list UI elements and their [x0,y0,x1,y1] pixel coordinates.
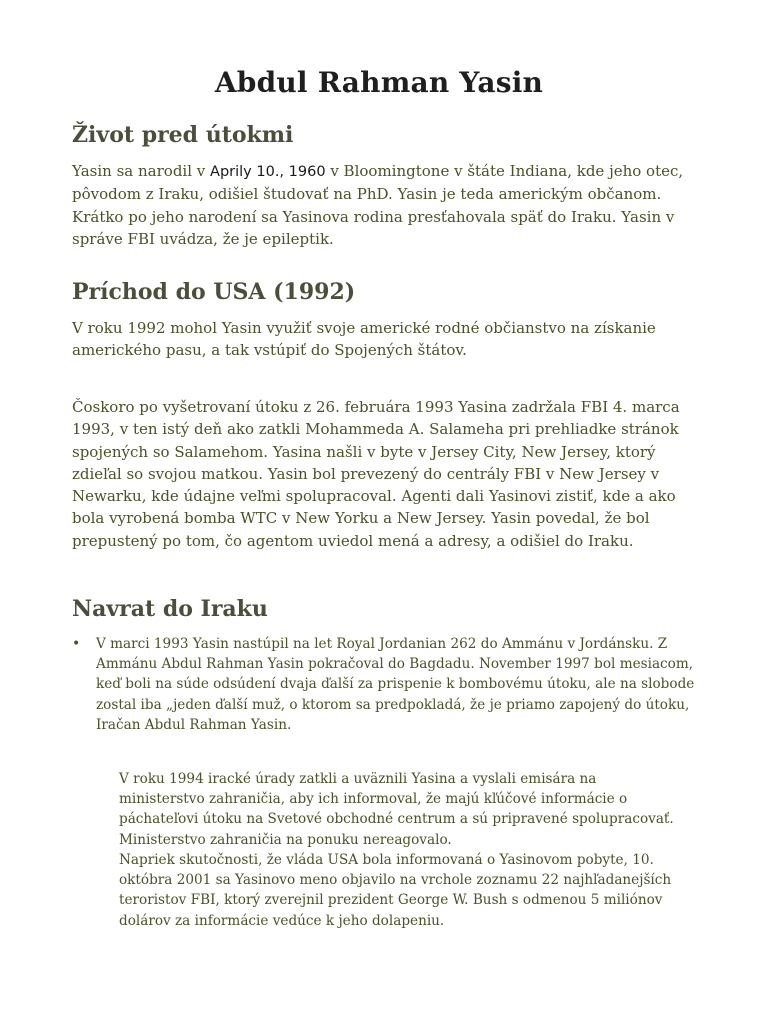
paragraph-arrival-usa-1: V roku 1992 mohol Yasin využiť svoje americké rodné občianstvo na získanie amerického pasu, a tak vstúpiť do Spojených štátov. [72,319,656,360]
section-heading-return-to-iraq: Navrat do Iraku [72,596,268,622]
section-heading-arrival-usa: Príchod do USA (1992) [72,279,356,305]
page-title: Abdul Rahman Yasin [214,66,544,99]
section-heading-life-before-attacks: Život pred útokmi [72,122,294,148]
bullet-text: V marci 1993 Yasin nastúpil na let Royal Jordanian 262 do Ammánu v Jordánsku. Z Ammánu Abdul Rahman Yasin pokračoval do Bagdadu. November 1997 bol mesiacom, keď boli na súde odsúdení dvaja ďalší za prispenie k bombovému útoku, ale na slobode zostal iba „jeden ďalší muž, o ktorom sa predpokladá, že je priamo zapojený do útoku, Iračan Abdul Rahman Yasin. [96,636,695,733]
paragraph-text: v Bloomingtone v štáte Indiana, kde jeho otec, pôvodom z Iraku, odišiel študovať na PhD. Yasin je teda americkým občanom. Krátko po jeho narodení sa Yasinova rodina presťahovala späť do Iraku. Yasin v správe FBI uvádza, že je epileptik. [72,162,684,248]
paragraph-arrival-usa-2: Čoskoro po vyšetrovaní útoku z 26. februára 1993 Yasina zadržala FBI 4. marca 1993, v ten istý deň ako zatkli Mohammeda A. Salameha pri prehliadke stránok spojených so Salamehom. Yasina našli v byte v Jersey City, New Jersey, ktorý zdieľal so svojou matkou. Yasin bol prevezený do centrály FBI v New Jersey v Newarku, kde údajne veľmi spolupracoval. Agenti dali Yasinovi zistiť, kde a ako bola vyrobená bomba WTC v New Yorku a New Jersey. Yasin povedal, že bol prepustený po tom, čo agentom uviedol mená a adresy, a odišiel do Iraku. [72,398,680,550]
paragraph-text: Yasin sa narodil v [72,162,211,180]
bullet-marker-icon: • [72,636,81,652]
indented-paragraph-1: V roku 1994 iracké úrady zatkli a uväznili Yasina a vyslali emisára na ministerstvo zahraničia, aby ich informoval, že majú kľúčové informácie o páchateľovi útoku na Svetové obchodné centrum a sú pripravené spolupracovať. Ministerstvo zahraničia na ponuku nereagovalo. [119,771,674,848]
paragraph-life-before-attacks [72,160,702,250]
indented-paragraph-2: Napriek skutočnosti, že vláda USA bola informovaná o Yasinovom pobyte, 10. októbra 2001 sa Yasinovo meno objavilo na vrchole zoznamu 22 najhľadanejších teroristov FBI, ktorý zverejnil prezident George W. Bush s odmenou 5 miliónov dolárov za informácie vedúce k jeho dolapeniu. [119,852,672,929]
birth-date-link[interactable]: Aprily 10., 1960 [210,164,326,180]
